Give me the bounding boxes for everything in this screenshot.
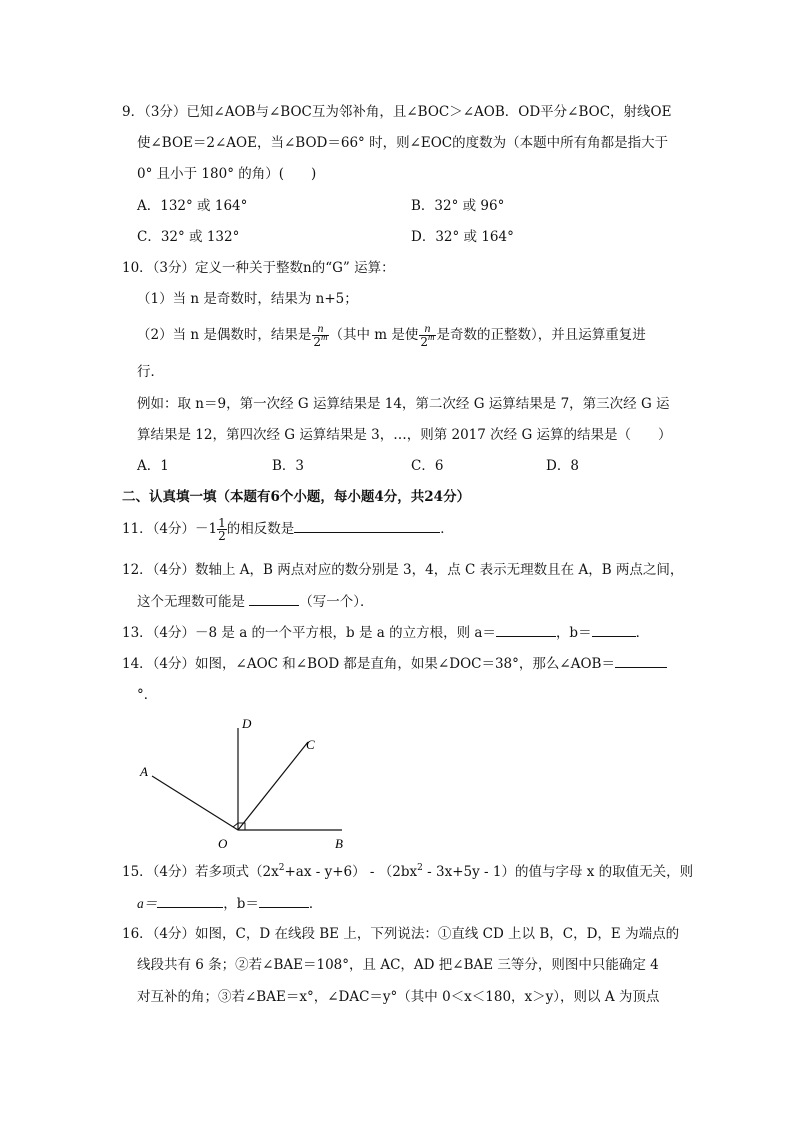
q10-option-c: C．6 [411,458,444,474]
q10-line6: 算结果是 12，第四次经 G 运算结果是 3，…，则第 2017 次经 G 运算的结果是（ ） [137,427,672,443]
q10-line3-text-c: 是奇数的正整数），并且运算重复进 [436,327,646,343]
q15-exponent-1: 2 [278,863,285,873]
q10-fraction-1-denominator: 2 [313,335,322,349]
q10-line5: 例如：取 n＝9，第一次经 G 运算结果是 14，第二次经 G 运算结果是 7，第三次经 G 运 [137,396,670,412]
q10-fraction-1-numerator: n [312,322,328,336]
section-2-heading: 二、认真填一填（本题有6个小题，每小题4分，共24分） [122,489,471,505]
ray-oc [238,742,308,830]
q11-answer-blank[interactable] [294,518,440,533]
q10-line3-text-a: （2）当 n 是偶数时，结果是 [137,327,312,343]
q10-line4: 行． [137,364,164,380]
ray-oa [152,776,238,830]
q10-line3 [137,318,646,352]
q10-option-b: B．3 [272,458,305,474]
q9-option-c: C．32° 或 132° [137,229,240,245]
q14-line1 [122,653,667,674]
label-c: C [306,737,315,752]
q15-answer-blank-a[interactable] [157,893,223,908]
q12-line1: 12．（4分）数轴上 A，B 两点对应的数分别是 3，4，点 C 表示无理数且在 A，B 两点之间， [122,562,684,578]
q16-line1: 16．（4分）如图，C，D 在线段 BE 上，下列说法：①直线 CD 上以 B，C，D，E 为端点的 [122,926,680,942]
q14-text: 14．（4分）如图，∠AOC 和∠BOD 都是直角，如果∠DOC＝38°，那么∠AOB＝ [122,656,615,672]
q12-line2 [137,591,374,612]
q15-answer-blank-b[interactable] [259,893,309,908]
q13-line [122,622,649,643]
q12-text-b: （写一个）． [299,594,374,610]
q10-line3-text-b: （其中 m 是使 [329,327,419,343]
q15-exponent-2: 2 [417,863,423,873]
label-o: O [218,836,228,851]
q9-option-b: B．32° 或 96° [411,198,505,214]
q10-fraction-2-numerator: n [419,322,435,336]
label-b: B [335,836,343,851]
q11-prefix: 11．（4分）－1 [122,521,218,537]
q10-fraction-2 [419,322,435,349]
q10-fraction-1 [312,322,328,349]
q15-text-b: ，b＝ [223,896,259,912]
q11-suffix: 的相反数是 [226,521,295,537]
q11-line [122,514,454,544]
q16-line3: 对互补的角；③若∠BAE＝x°，∠DAC＝y°（其中 0＜x＜180，x＞y），则以 A 为顶点 [137,989,660,1005]
q11-numerator: 1 [218,516,226,530]
q15-part3: - 3x+5y - 1）的值与字母 x 的取值无关，则 [422,864,694,880]
angle-figure [130,712,390,852]
q12-answer-blank[interactable] [249,591,299,606]
q9-option-d: D．32° 或 164° [411,229,514,245]
q15-line1 [122,862,693,882]
label-a: A [140,764,148,779]
q9-option-a: A．132° 或 164° [137,198,248,214]
q14-line2: °． [137,687,158,703]
q10-line2: （1）当 n 是奇数时，结果为 n+5； [137,291,358,307]
q15-part1: 15．（4分）若多项式（2x [122,864,279,880]
q10-fraction-2-denominator: 2 [420,335,429,349]
q10-fraction-2-exponent: m [428,332,435,342]
q10-option-d: D．8 [546,458,579,474]
q15-text-a: a＝ [137,896,158,911]
q13-end: ． [635,625,650,641]
q14-answer-blank[interactable] [615,653,667,668]
q13-answer-blank-a[interactable] [496,622,556,637]
q9-line1: 9．（3分）已知∠AOB与∠BOC互为邻补角，且∠BOC＞∠AOB．OD平分∠BOC，射线OE [122,104,672,120]
label-d: D [242,716,252,731]
q11-fraction [217,517,227,542]
q11-denominator: 2 [218,529,226,543]
q13-text-a: 13．（4分）－8 是 a 的一个平方根，b 是 a 的立方根，则 a＝ [122,625,496,641]
q11-end: ． [440,521,454,537]
q10-option-a: A．1 [137,458,169,474]
q13-answer-blank-b[interactable] [592,622,636,637]
q9-line3: 0° 且小于 180° 的角）( ) [137,166,317,182]
q9-line2: 使∠BOE＝2∠AOE，当∠BOD＝66° 时，则∠EOC的度数为（本题中所有角都是指大于 [137,135,669,151]
q15-part2: +ax - y+6） - （2bx [284,864,418,880]
q12-text-a: 这个无理数可能是 [137,594,250,610]
q15-line2 [137,893,322,914]
q10-fraction-1-exponent: m [321,332,328,342]
q10-line1: 10．（3分）定义一种关于整数n的“G” 运算： [122,260,395,276]
q13-text-b: ，b＝ [555,625,592,641]
q15-end: ． [308,896,323,912]
right-angle-mark-aoc [233,823,238,827]
q16-line2: 线段共有 6 条；②若∠BAE＝108°，且 AC，AD 把∠BAE 三等分，则图中只能确定 4 [137,957,659,973]
